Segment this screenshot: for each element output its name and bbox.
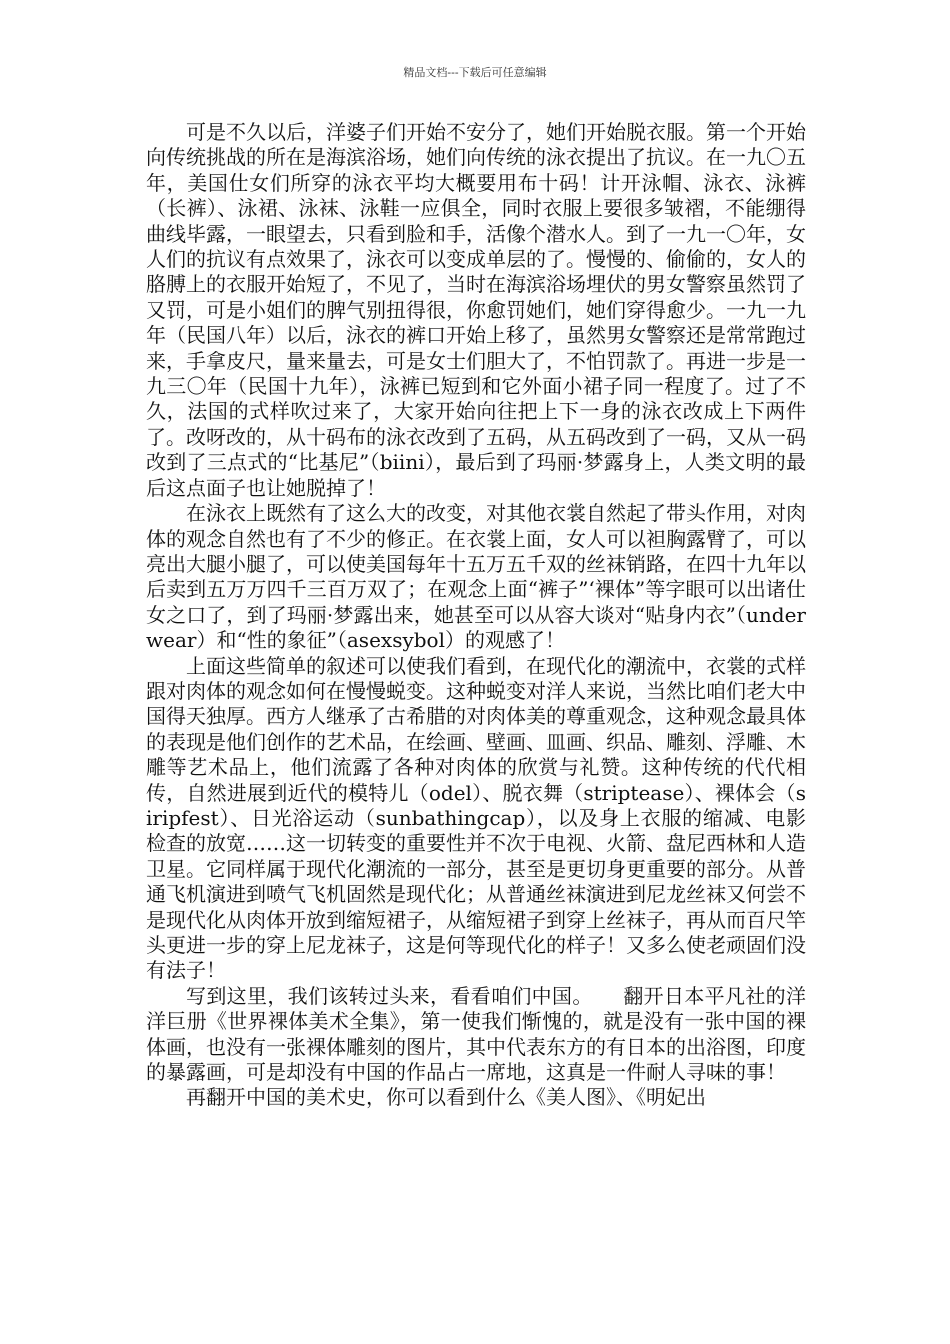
paragraph-clothing-change: 在泳衣上既然有了这么大的改变，对其他衣裳自然起了带头作用，对肉体的观念自然也有了不少的修正。在衣裳上面，女人可以袒胸露臂了，可以亮出大腿小腿了，可以使美国每年十五万五千双的丝袜销路，在四十九年以后卖到五万万四千三百万双了；在观念上面“裤子”‘裸体”等字眼可以出诸仕女之口了，到了玛丽·梦露出来，她甚至可以从容大谈对“贴身内衣”（underwear）和“性的象征”（asexsybol）的观感了！ (146, 501, 806, 653)
paragraph-china-comparison: 写到这里，我们该转过头来，看看咱们中国。 翻开日本平凡社的洋洋巨册《世界裸体美术全集》，第一使我们惭愧的，就是没有一张中国的裸体画，也没有一张裸体雕刻的图片，其中代表东方的有日本的出浴图，印度的暴露画，可是却没有中国的作品占一席地，这真是一件耐人寻味的事！ (146, 983, 806, 1085)
page-header: 精品文档---下载后可任意编辑 (403, 66, 547, 79)
paragraph-chinese-art-history: 再翻开中国的美术史，你可以看到什么《美人图》、《明妃出 (186, 1085, 706, 1110)
paragraph-western-modernization: 上面这些简单的叙述可以使我们看到，在现代化的潮流中，衣裳的式样跟对肉体的观念如何在慢慢蜕变。这种蜕变对洋人来说，当然比咱们老大中国得天独厚。西方人继承了古希腊的对肉体美的尊重观念，这种观念最具体的表现是他们创作的艺术品，在绘画、壁画、皿画、织品、雕刻、浮雕、木雕等艺术品上，他们流露了各种对肉体的欣赏与礼赞。这种传统的代代相传，自然进展到近代的模特儿（odel）、脱衣舞（striptease）、裸体会（siripfest）、日光浴运动（sunbathingcap），以及身上衣服的缩减、电影检查的放宽……这一切转变的重要性并不次于电视、火箭、盘尼西林和人造卫星。它同样属于现代化潮流的一部分，甚至是更切身更重要的部分。从普通飞机演进到喷气飞机固然是现代化；从普通丝袜演进到尼龙丝袜又何尝不是现代化从肉体开放到缩短裙子，从缩短裙子到穿上丝袜子，再从而百尺竿头更进一步的穿上尼龙袜子，这是何等现代化的样子！又多么使老顽固们没有法子！ (146, 653, 806, 983)
document-body (146, 120, 806, 1111)
paragraph-swimsuit-history: 可是不久以后，洋婆子们开始不安分了，她们开始脱衣服。第一个开始向传统挑战的所在是海滨浴场，她们向传统的泳衣提出了抗议。在一九〇五年，美国仕女们所穿的泳衣平均大概要用布十码！计开泳帽、泳衣、泳裤（长裤）、泳裙、泳袜、泳鞋一应俱全，同时衣服上要很多皱褶，不能绷得曲线毕露，一眼望去，只看到脸和手，活像个潜水人。到了一九一〇年，女人们的抗议有点效果了，泳衣可以变成单层的了。慢慢的、偷偷的，女人的胳膊上的衣服开始短了，不见了，当时在海滨浴场埋伏的男女警察虽然罚了又罚，可是小姐们的脾气别扭得很，你愈罚她们，她们穿得愈少。一九一九年（民国八年）以后，泳衣的裤口开始上移了，虽然男女警察还是常常跑过来，手拿皮尺，量来量去，可是女士们胆大了，不怕罚款了。再进一步是一九三〇年（民国十九年），泳裤已短到和它外面小裙子同一程度了。过了不久，法国的式样吹过来了，大家开始向往把上下一身的泳衣改成上下两件了。改呀改的，从十码布的泳衣改到了五码，从五码改到了一码，又从一码改到了三点式的“比基尼”（biini），最后到了玛丽·梦露身上，人类文明的最后这点面子也让她脱掉了！ (146, 120, 806, 500)
